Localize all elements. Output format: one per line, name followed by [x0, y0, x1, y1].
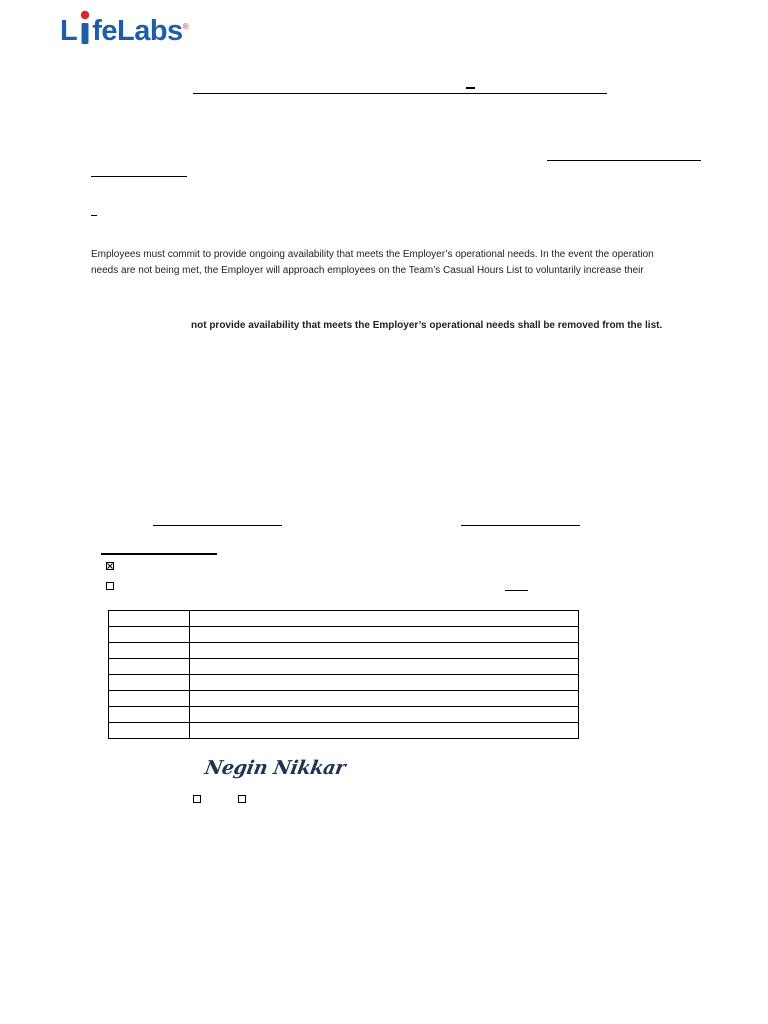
table-row: [109, 691, 579, 707]
availability-paragraph: [91, 247, 711, 279]
option-2-blank[interactable]: [505, 590, 528, 591]
bottom-checkbox-1[interactable]: [193, 795, 201, 803]
table-cell[interactable]: [190, 611, 579, 627]
option-1-checkbox[interactable]: [106, 562, 114, 570]
table-row: [109, 659, 579, 675]
field-line-left[interactable]: [91, 176, 187, 177]
schedule-table: [108, 610, 579, 739]
table-cell[interactable]: [109, 643, 190, 659]
table-row: [109, 675, 579, 691]
table-cell[interactable]: [109, 627, 190, 643]
registered-mark: ®: [182, 22, 189, 31]
logo-letter-l: L: [60, 15, 78, 47]
option-2-checkbox[interactable]: [106, 582, 114, 590]
table-cell[interactable]: [190, 707, 579, 723]
availability-line-2: needs are not being met, the Employer will approach employees on the Team’s Casual Hours List to voluntarily increase their: [91, 265, 644, 276]
bottom-checkbox-2[interactable]: [238, 795, 246, 803]
removal-notice: not provide availability that meets the Employer’s operational needs shall be removed from the list.: [191, 320, 663, 331]
lifelabs-logo: [60, 10, 189, 52]
table-row: [109, 643, 579, 659]
table-cell[interactable]: [109, 723, 190, 739]
title-dash: [466, 87, 475, 89]
table-cell[interactable]: [190, 723, 579, 739]
logo-word: feLabs: [92, 15, 183, 47]
signature-line[interactable]: [153, 525, 282, 526]
table-row: [109, 611, 579, 627]
table-cell[interactable]: [109, 707, 190, 723]
logo-i-mark: [77, 10, 93, 52]
lifelabs-person-icon: [77, 10, 93, 52]
table-row: [109, 627, 579, 643]
table-cell[interactable]: [190, 691, 579, 707]
table-cell[interactable]: [190, 659, 579, 675]
options-heading-underline: [101, 553, 217, 555]
small-dash: [91, 215, 97, 216]
availability-line-1: Employees must commit to provide ongoing availability that meets the Employer’s operational needs. In the event the operation: [91, 249, 654, 260]
field-line-top-right[interactable]: [547, 160, 701, 161]
title-underline: [193, 93, 607, 94]
table-cell[interactable]: [190, 643, 579, 659]
table-cell[interactable]: [190, 675, 579, 691]
date-line[interactable]: [461, 525, 580, 526]
table-row: [109, 723, 579, 739]
table-cell[interactable]: [109, 659, 190, 675]
employee-signature: Negin Nikkar: [203, 757, 347, 779]
table-cell[interactable]: [109, 675, 190, 691]
table-cell[interactable]: [109, 611, 190, 627]
table-cell[interactable]: [190, 627, 579, 643]
table-cell[interactable]: [109, 691, 190, 707]
table-row: [109, 707, 579, 723]
checked-x-icon: [107, 563, 113, 569]
